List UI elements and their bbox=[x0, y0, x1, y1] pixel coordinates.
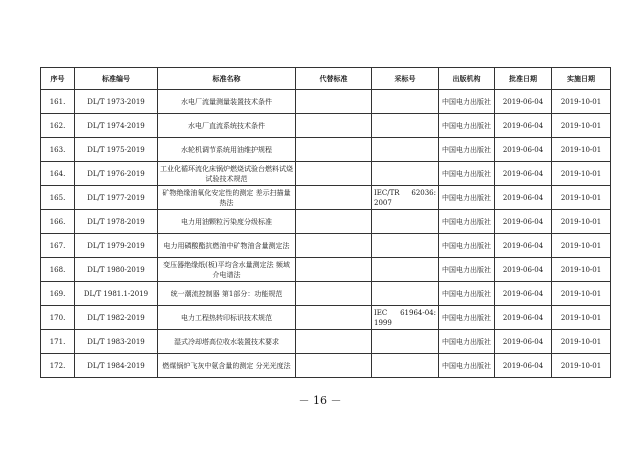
cell-publisher: 中国电力出版社 bbox=[439, 162, 495, 186]
table-row bbox=[41, 186, 611, 210]
cell-adopted bbox=[372, 162, 439, 186]
cell-adopted: IEC 61964-04: 1999 bbox=[372, 306, 439, 330]
cell-replaces bbox=[296, 114, 372, 138]
table-row bbox=[41, 90, 611, 114]
cell-replaces bbox=[296, 90, 372, 114]
cell-publisher: 中国电力出版社 bbox=[439, 210, 495, 234]
cell-adopted bbox=[372, 354, 439, 378]
cell-approval-date: 2019-06-04 bbox=[495, 90, 552, 114]
cell-standard-code: DL/T 1977-2019 bbox=[75, 186, 158, 210]
cell-adopted bbox=[372, 282, 439, 306]
header-publisher: 出版机构 bbox=[439, 68, 495, 90]
table-row bbox=[41, 258, 611, 282]
cell-standard-code: DL/T 1979-2019 bbox=[75, 234, 158, 258]
cell-standard-name: 电力用油颗粒污染度分级标准 bbox=[158, 210, 296, 234]
cell-publisher: 中国电力出版社 bbox=[439, 282, 495, 306]
cell-index: 171. bbox=[41, 330, 75, 354]
cell-standard-code: DL/T 1984-2019 bbox=[75, 354, 158, 378]
cell-standard-name: 水电厂直流系统技术条件 bbox=[158, 114, 296, 138]
cell-effective-date: 2019-10-01 bbox=[552, 258, 611, 282]
cell-effective-date: 2019-10-01 bbox=[552, 234, 611, 258]
cell-replaces bbox=[296, 330, 372, 354]
cell-index: 172. bbox=[41, 354, 75, 378]
cell-publisher: 中国电力出版社 bbox=[439, 138, 495, 162]
cell-replaces bbox=[296, 354, 372, 378]
cell-index: 164. bbox=[41, 162, 75, 186]
cell-standard-name: 统一潮流控制器 第1部分：功能规范 bbox=[158, 282, 296, 306]
cell-standard-name: 水轮机调节系统用油维护规程 bbox=[158, 138, 296, 162]
cell-effective-date: 2019-10-01 bbox=[552, 162, 611, 186]
cell-index: 167. bbox=[41, 234, 75, 258]
table-row bbox=[41, 330, 611, 354]
cell-effective-date: 2019-10-01 bbox=[552, 306, 611, 330]
cell-adopted bbox=[372, 114, 439, 138]
cell-approval-date: 2019-06-04 bbox=[495, 306, 552, 330]
cell-standard-name: 燃煤锅炉飞灰中氨含量的测定 分光光度法 bbox=[158, 354, 296, 378]
cell-standard-code: DL/T 1980-2019 bbox=[75, 258, 158, 282]
cell-replaces bbox=[296, 282, 372, 306]
header-replaces: 代替标准 bbox=[296, 68, 372, 90]
cell-effective-date: 2019-10-01 bbox=[552, 282, 611, 306]
cell-standard-name: 变压器绝缘纸(板)平均含水量测定法 频域介电谱法 bbox=[158, 258, 296, 282]
standards-table bbox=[40, 67, 611, 378]
cell-standard-code: DL/T 1976-2019 bbox=[75, 162, 158, 186]
cell-replaces bbox=[296, 162, 372, 186]
cell-adopted: IEC/TR 62036: 2007 bbox=[372, 186, 439, 210]
cell-standard-code: DL/T 1973-2019 bbox=[75, 90, 158, 114]
cell-publisher: 中国电力出版社 bbox=[439, 186, 495, 210]
table-row bbox=[41, 282, 611, 306]
cell-standard-code: DL/T 1981.1-2019 bbox=[75, 282, 158, 306]
cell-adopted bbox=[372, 90, 439, 114]
table-row bbox=[41, 306, 611, 330]
cell-approval-date: 2019-06-04 bbox=[495, 114, 552, 138]
cell-replaces bbox=[296, 258, 372, 282]
header-index: 序号 bbox=[41, 68, 75, 90]
cell-standard-code: DL/T 1978-2019 bbox=[75, 210, 158, 234]
cell-publisher: 中国电力出版社 bbox=[439, 306, 495, 330]
cell-effective-date: 2019-10-01 bbox=[552, 90, 611, 114]
cell-index: 168. bbox=[41, 258, 75, 282]
table-row bbox=[41, 354, 611, 378]
header-effective-date: 实施日期 bbox=[552, 68, 611, 90]
header-adopted: 采标号 bbox=[372, 68, 439, 90]
cell-adopted bbox=[372, 138, 439, 162]
cell-approval-date: 2019-06-04 bbox=[495, 234, 552, 258]
cell-approval-date: 2019-06-04 bbox=[495, 162, 552, 186]
cell-standard-name: 工业化循环流化床锅炉燃烧试验台燃料试烧试验技术规范 bbox=[158, 162, 296, 186]
cell-replaces bbox=[296, 234, 372, 258]
header-standard-name: 标准名称 bbox=[158, 68, 296, 90]
cell-standard-name: 电力用磷酸酯抗燃油中矿物油含量测定法 bbox=[158, 234, 296, 258]
table-row bbox=[41, 114, 611, 138]
cell-effective-date: 2019-10-01 bbox=[552, 186, 611, 210]
table-row bbox=[41, 234, 611, 258]
cell-index: 161. bbox=[41, 90, 75, 114]
cell-standard-code: DL/T 1982-2019 bbox=[75, 306, 158, 330]
cell-approval-date: 2019-06-04 bbox=[495, 330, 552, 354]
cell-index: 166. bbox=[41, 210, 75, 234]
header-approval-date: 批准日期 bbox=[495, 68, 552, 90]
cell-effective-date: 2019-10-01 bbox=[552, 330, 611, 354]
cell-publisher: 中国电力出版社 bbox=[439, 258, 495, 282]
cell-effective-date: 2019-10-01 bbox=[552, 354, 611, 378]
cell-approval-date: 2019-06-04 bbox=[495, 138, 552, 162]
table-row bbox=[41, 162, 611, 186]
cell-adopted bbox=[372, 234, 439, 258]
cell-index: 169. bbox=[41, 282, 75, 306]
cell-publisher: 中国电力出版社 bbox=[439, 330, 495, 354]
cell-effective-date: 2019-10-01 bbox=[552, 114, 611, 138]
cell-adopted bbox=[372, 210, 439, 234]
cell-replaces bbox=[296, 306, 372, 330]
cell-standard-name: 湿式冷却塔高位收水装置技术要求 bbox=[158, 330, 296, 354]
cell-publisher: 中国电力出版社 bbox=[439, 354, 495, 378]
cell-adopted bbox=[372, 258, 439, 282]
cell-approval-date: 2019-06-04 bbox=[495, 282, 552, 306]
cell-approval-date: 2019-06-04 bbox=[495, 210, 552, 234]
cell-index: 163. bbox=[41, 138, 75, 162]
header-standard-code: 标准编号 bbox=[75, 68, 158, 90]
table-row bbox=[41, 138, 611, 162]
page-number: － 16 － bbox=[298, 394, 342, 407]
table-row bbox=[41, 210, 611, 234]
cell-effective-date: 2019-10-01 bbox=[552, 210, 611, 234]
cell-approval-date: 2019-06-04 bbox=[495, 186, 552, 210]
cell-replaces bbox=[296, 210, 372, 234]
cell-standard-code: DL/T 1983-2019 bbox=[75, 330, 158, 354]
cell-index: 170. bbox=[41, 306, 75, 330]
cell-standard-name: 矿物绝缘油氧化安定性的测定 差示扫描量热法 bbox=[158, 186, 296, 210]
cell-adopted bbox=[372, 330, 439, 354]
cell-replaces bbox=[296, 186, 372, 210]
cell-standard-code: DL/T 1974-2019 bbox=[75, 114, 158, 138]
cell-standard-name: 水电厂流量测量装置技术条件 bbox=[158, 90, 296, 114]
cell-index: 165. bbox=[41, 186, 75, 210]
cell-effective-date: 2019-10-01 bbox=[552, 138, 611, 162]
cell-standard-name: 电力工程热转印标识技术规范 bbox=[158, 306, 296, 330]
cell-replaces bbox=[296, 138, 372, 162]
cell-approval-date: 2019-06-04 bbox=[495, 354, 552, 378]
table-header-row bbox=[41, 68, 611, 90]
cell-approval-date: 2019-06-04 bbox=[495, 258, 552, 282]
cell-publisher: 中国电力出版社 bbox=[439, 90, 495, 114]
cell-publisher: 中国电力出版社 bbox=[439, 114, 495, 138]
cell-standard-code: DL/T 1975-2019 bbox=[75, 138, 158, 162]
table-body bbox=[41, 90, 611, 378]
cell-publisher: 中国电力出版社 bbox=[439, 234, 495, 258]
cell-index: 162. bbox=[41, 114, 75, 138]
